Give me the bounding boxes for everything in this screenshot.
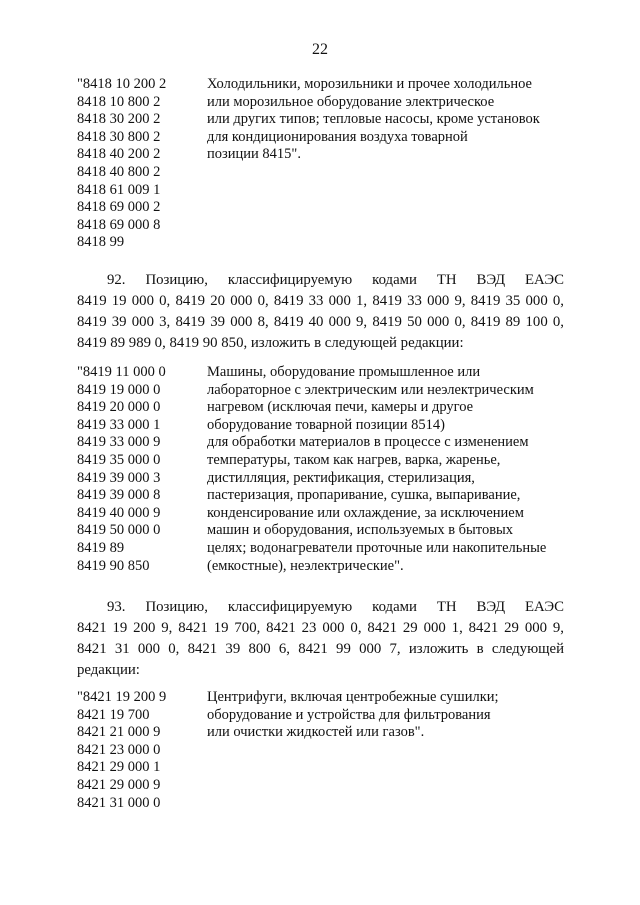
description-line: конденсирование или охлаждение, за исключением (207, 504, 524, 521)
description-line: позиции 8415". (207, 146, 301, 163)
code-line: 8421 21 000 9 (77, 724, 161, 741)
code-line: 8419 89 (77, 539, 125, 556)
description-line: (емкостные), неэлектрические". (207, 557, 404, 574)
code-line: 8419 40 000 9 (77, 504, 161, 521)
description-line: дистилляция, ректификация, стерилизация, (207, 469, 475, 486)
code-line: 8421 19 700 (77, 706, 150, 723)
code-line: 8418 30 800 2 (77, 128, 161, 145)
code-line: 8419 33 000 9 (77, 434, 161, 451)
code-line: 8419 50 000 0 (77, 522, 161, 539)
code-list (77, 76, 207, 252)
description-line: Холодильники, морозильники и прочее холодильное (207, 76, 532, 92)
code-line: 8419 90 850 (77, 557, 150, 574)
description-line: оборудование товарной позиции 8514) (207, 416, 445, 433)
paragraph-line: 92. Позицию, классифицируемую кодами ТН ВЭД ЕАЭС (107, 272, 564, 288)
paragraph-line: 8419 89 989 0, 8419 90 850, изложить в следующей редакции: (77, 335, 464, 351)
paragraph-line: 8421 19 200 9, 8421 19 700, 8421 23 000 0, 8421 29 000 1, 8421 29 000 9, (77, 620, 564, 636)
description-line: лабораторное с электрическим или неэлектрическим (207, 381, 534, 398)
description-line: Центрифуги, включая центробежные сушилки; (207, 689, 499, 705)
code-line: 8419 19 000 0 (77, 381, 161, 398)
page-number: 22 (312, 41, 328, 58)
paragraph-line: 8419 39 000 3, 8419 39 000 8, 8419 40 000 9, 8419 50 000 0, 8419 89 100 0, (77, 314, 564, 330)
code-list (77, 689, 207, 812)
code-line: "8419 11 000 0 (77, 364, 166, 380)
code-line: 8419 33 000 1 (77, 416, 161, 433)
code-line: 8418 40 800 2 (77, 163, 161, 180)
description-line: Машины, оборудование промышленное или (207, 364, 481, 380)
description-line: для обработки материалов в процессе с изменением (207, 434, 529, 451)
code-line: 8421 29 000 9 (77, 776, 161, 793)
description-line: оборудование и устройства для фильтрования (207, 706, 491, 723)
description-line: температуры, таком как нагрев, варка, жаренье, (207, 451, 501, 468)
paragraph-93 (77, 597, 564, 681)
code-line: "8421 19 200 9 (77, 689, 167, 705)
description (207, 364, 587, 575)
code-line: 8419 39 000 3 (77, 469, 161, 486)
code-line: 8418 61 009 1 (77, 181, 161, 198)
paragraph-line: редакции: (77, 662, 140, 678)
paragraph-92 (77, 270, 564, 354)
paragraph-line: 8421 31 000 0, 8421 39 800 6, 8421 99 000 7, изложить в следующей (77, 641, 564, 657)
description-line: или очистки жидкостей или газов". (207, 724, 425, 741)
code-line: "8418 10 200 2 (77, 76, 167, 92)
paragraph-line: 93. Позицию, классифицируемую кодами ТН ВЭД ЕАЭС (107, 599, 564, 615)
code-line: 8418 40 200 2 (77, 146, 161, 163)
code-list (77, 364, 207, 575)
code-line: 8418 30 200 2 (77, 111, 161, 128)
description (207, 76, 587, 164)
code-line: 8421 23 000 0 (77, 741, 161, 758)
paragraph-line: 8419 19 000 0, 8419 20 000 0, 8419 33 000 1, 8419 33 000 9, 8419 35 000 0, (77, 293, 564, 309)
code-line: 8418 10 800 2 (77, 93, 161, 110)
description (207, 689, 587, 742)
code-line: 8418 99 (77, 234, 125, 251)
code-line: 8418 69 000 8 (77, 216, 161, 233)
code-line: 8419 39 000 8 (77, 487, 161, 504)
description-line: нагревом (исключая печи, камеры и другое (207, 399, 474, 416)
description-line: целях; водонагреватели проточные или накопительные (207, 539, 547, 556)
code-line: 8418 69 000 2 (77, 199, 161, 216)
description-line: или морозильное оборудование электрическое (207, 93, 495, 110)
description-line: или других типов; тепловые насосы, кроме установок (207, 111, 540, 128)
code-line: 8419 35 000 0 (77, 451, 161, 468)
code-line: 8421 29 000 1 (77, 759, 161, 776)
description-line: для кондиционирования воздуха товарной (207, 128, 468, 145)
description-line: машин и оборудования, используемых в бытовых (207, 522, 514, 539)
code-line: 8421 31 000 0 (77, 794, 161, 811)
description-line: пастеризация, пропаривание, сушка, выпаривание, (207, 487, 521, 504)
code-line: 8419 20 000 0 (77, 399, 161, 416)
